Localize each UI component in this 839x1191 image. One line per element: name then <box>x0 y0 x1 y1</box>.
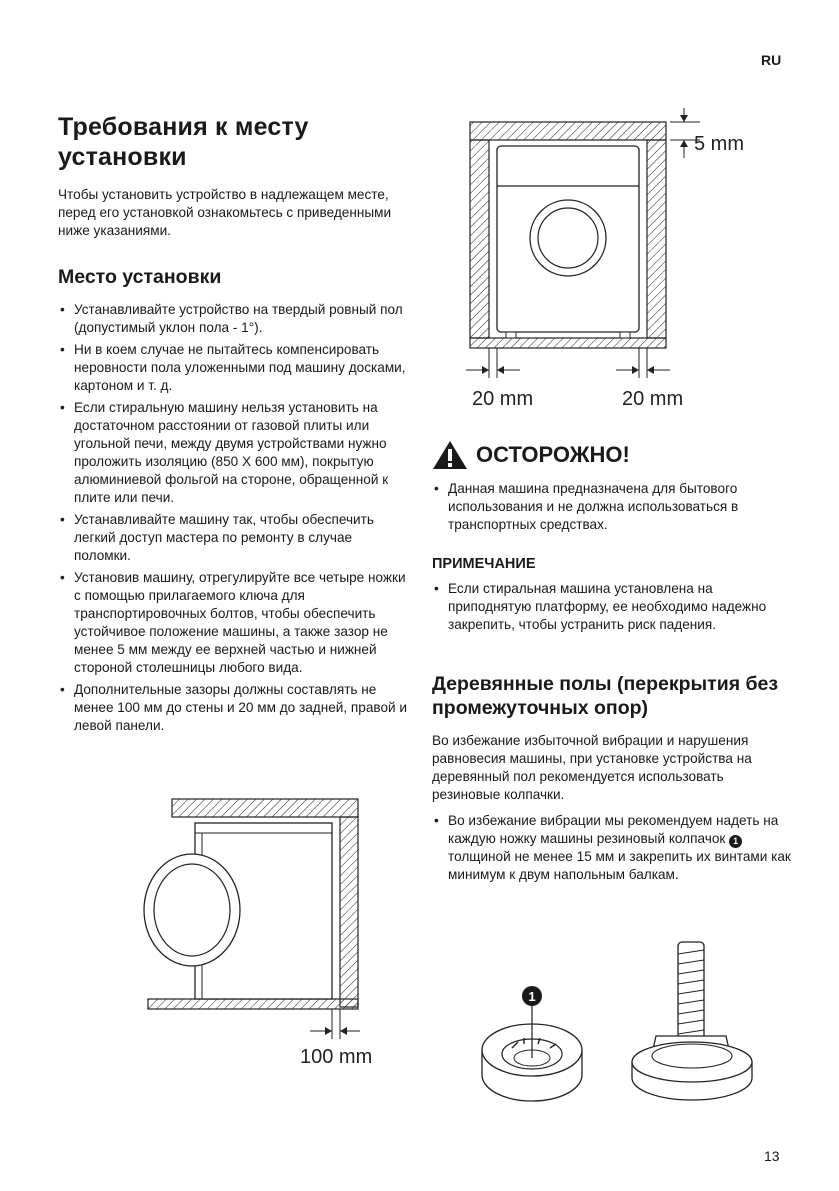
list-item: • Дополнительные зазоры должны составлять не менее 100 мм до стены и 20 мм до задней, правой и левой панели. <box>58 681 408 735</box>
washing-machine-side <box>144 823 332 999</box>
washing-machine-front <box>497 146 639 338</box>
back-gap-label: 100 mm <box>300 1046 373 1068</box>
left-gap-label: 20 mm <box>472 388 534 410</box>
warning-heading <box>432 440 792 470</box>
list-item: • Устанавливайте машину так, чтобы обеспечить легкий доступ мастера по ремонту в случае поломки. <box>58 511 408 565</box>
wood-bullet-list <box>432 812 792 884</box>
rubber-cap-and-foot-diagram <box>470 930 770 1120</box>
section-title-location: Место установки <box>58 266 222 288</box>
warning-title: ОСТОРОЖНО! <box>476 442 630 467</box>
back-gap-dimension <box>310 1009 360 1039</box>
right-column <box>432 440 792 888</box>
location-bullet-list <box>58 301 408 735</box>
list-item: • Устанавливайте устройство на твердый ровный пол (допустимый уклон пола - 1°). <box>58 301 408 337</box>
callout-number: 1 <box>528 989 536 1004</box>
callout-badge: 1 <box>729 835 742 848</box>
warning-bullet-list <box>432 480 792 534</box>
right-gap-label: 20 mm <box>622 388 684 410</box>
adjustable-foot <box>632 942 752 1100</box>
niche-front-view-diagram <box>462 108 762 413</box>
list-item: • Установив машину, отрегулируйте все четыре ножки с помощью прилагаемого ключа для транспортировочных болтов, чтобы обеспечить устойчивое положение машины, а также зазор не менее 5 мм между ее верхней частью и нижней стороной столешницы любого вида. <box>58 569 408 677</box>
note-title: ПРИМЕЧАНИЕ <box>432 556 536 572</box>
list-item: • Если стиральную машину нельзя установить на достаточном расстоянии от газовой плиты или угольной печи, между двумя устройствами нужно проложить изоляцию (850 X 600 мм), покрытую алюминиевой фольгой на стороне, обращенной к плите или печи. <box>58 399 408 507</box>
list-item <box>432 812 792 884</box>
note-bullet-list <box>432 580 792 634</box>
top-gap-label: 5 mm <box>694 133 744 155</box>
page-number: 13 <box>764 1148 780 1164</box>
side-view-diagram <box>90 795 390 1075</box>
left-column <box>58 112 408 739</box>
intro-paragraph: Чтобы установить устройство в надлежащем месте, перед его установкой ознакомьтесь с приведенными ниже указаниями. <box>58 187 392 238</box>
wood-bullet-text-start: Во избежание вибрации мы рекомендуем надеть на каждую ножку машины резиновый колпачок <box>448 813 779 846</box>
list-item: • Ни в коем случае не пытайтесь компенсировать неровности пола уложенными под машину досками, картоном и т. д. <box>58 341 408 395</box>
page-title: Требования к месту установки <box>58 113 309 171</box>
side-gap-dimensions <box>466 348 670 378</box>
section-title-wooden-floors: Деревянные полы (перекрытия без промежуточных опор) <box>432 673 779 719</box>
list-item: • Если стиральная машина установлена на приподнятую платформу, ее необходимо надежно закрепить, чтобы устранить риск падения. <box>432 580 792 634</box>
list-item: • Данная машина предназначена для бытового использования и не должна использоваться в транспортных средствах. <box>432 480 792 534</box>
language-code: RU <box>761 52 782 68</box>
wood-intro-paragraph: Во избежание избыточной вибрации и нарушения равновесия машины, при установке устройства на деревянный пол рекомендуется использовать резиновые колпачки. <box>432 733 752 802</box>
warning-triangle-icon <box>432 440 468 470</box>
wood-bullet-text-end: толщиной не менее 15 мм и закрепить их винтами как минимум к двум напольным балкам. <box>448 849 791 882</box>
